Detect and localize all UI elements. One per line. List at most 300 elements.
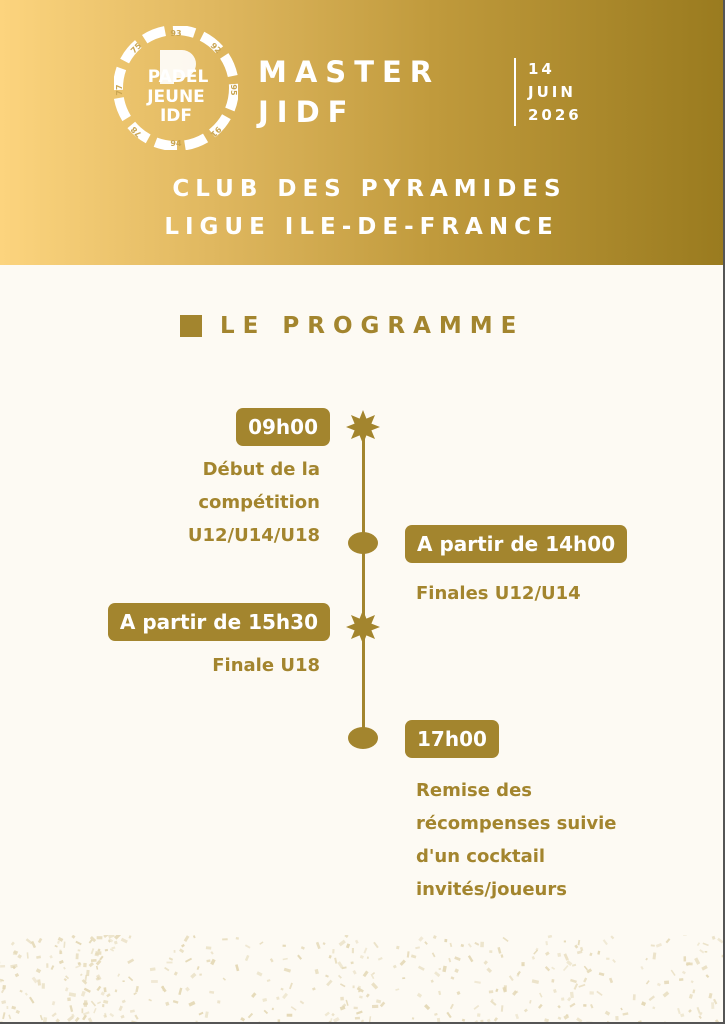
- confetti-speck: [638, 1020, 642, 1024]
- confetti-speck: [103, 1000, 108, 1004]
- timeline-line: [362, 425, 365, 743]
- confetti-speck: [371, 974, 375, 979]
- confetti-speck: [574, 983, 579, 990]
- confetti-speck: [40, 1015, 43, 1021]
- confetti-speck: [501, 954, 504, 958]
- confetti-speck: [605, 1011, 611, 1016]
- confetti-speck: [7, 1006, 9, 1009]
- confetti-speck: [340, 983, 346, 987]
- confetti-speck: [63, 967, 66, 970]
- confetti-speck: [434, 971, 440, 977]
- confetti-speck: [557, 1005, 561, 1009]
- confetti-speck: [323, 942, 326, 945]
- confetti-speck: [43, 1017, 47, 1023]
- confetti-speck: [329, 955, 332, 959]
- confetti-speck: [339, 940, 346, 947]
- confetti-speck: [236, 937, 239, 940]
- logo-ring-number: 78: [129, 124, 144, 139]
- confetti-speck: [127, 958, 134, 964]
- confetti-speck: [312, 987, 316, 990]
- confetti-speck: [81, 991, 86, 997]
- confetti-speck: [36, 968, 41, 973]
- confetti-speck: [483, 960, 487, 965]
- confetti-speck: [494, 1017, 498, 1022]
- confetti-speck: [17, 954, 22, 959]
- confetti-speck: [590, 1004, 593, 1008]
- confetti-speck: [109, 1013, 114, 1017]
- confetti-speck: [344, 935, 348, 938]
- confetti-speck: [280, 988, 283, 991]
- confetti-speck: [88, 1017, 93, 1022]
- confetti-speck: [645, 958, 648, 961]
- confetti-speck: [114, 935, 121, 940]
- confetti-speck: [633, 994, 636, 1000]
- confetti-speck: [407, 951, 410, 957]
- event-description-line: d'un cocktail: [416, 846, 546, 867]
- confetti-speck: [217, 1000, 220, 1003]
- confetti-speck: [188, 1001, 195, 1007]
- confetti-speck: [468, 955, 474, 962]
- confetti-speck: [331, 1013, 335, 1017]
- confetti-speck: [240, 1017, 245, 1022]
- padel-jeune-idf-logo: [114, 26, 238, 150]
- confetti-speck: [96, 960, 102, 966]
- confetti-speck: [651, 944, 655, 946]
- confetti-speck: [682, 971, 686, 975]
- event-description-line: Finales U12/U14: [416, 583, 581, 604]
- confetti-speck: [65, 987, 69, 991]
- event-description-line: compétition: [198, 492, 320, 513]
- logo-ring-number: 75: [129, 41, 144, 56]
- confetti-speck: [134, 1015, 138, 1020]
- confetti-speck: [722, 955, 723, 958]
- confetti-speck: [495, 989, 498, 993]
- confetti-speck: [1, 1000, 6, 1004]
- confetti-speck: [248, 1013, 253, 1019]
- confetti-speck: [480, 942, 484, 948]
- confetti-speck: [596, 991, 602, 996]
- confetti-speck: [437, 1018, 441, 1024]
- confetti-speck: [431, 980, 434, 983]
- confetti-speck: [705, 951, 708, 953]
- confetti-speck: [402, 977, 405, 979]
- confetti-speck: [583, 977, 587, 982]
- confetti-speck: [353, 985, 355, 988]
- confetti-speck: [354, 1007, 358, 1010]
- confetti-speck: [97, 936, 103, 939]
- confetti-speck: [717, 938, 723, 944]
- star-marker-icon: [346, 410, 380, 444]
- confetti-speck: [352, 948, 354, 953]
- confetti-speck: [603, 939, 608, 945]
- confetti-speck: [15, 973, 19, 977]
- confetti-speck: [283, 958, 288, 960]
- confetti-speck: [119, 1006, 123, 1012]
- confetti-speck: [711, 1002, 714, 1009]
- event-description: [212, 649, 320, 682]
- confetti-speck: [606, 958, 609, 960]
- confetti-speck: [461, 944, 465, 947]
- logo-text-line: JEUNE: [147, 87, 205, 107]
- confetti-speck: [355, 940, 359, 944]
- confetti-speck: [393, 965, 397, 969]
- confetti-speck: [51, 965, 55, 970]
- confetti-speck: [63, 942, 65, 948]
- confetti-speck: [708, 993, 712, 999]
- confetti-speck: [521, 962, 524, 966]
- confetti-speck: [566, 960, 572, 966]
- confetti-speck: [589, 991, 593, 994]
- dot-marker-icon: [348, 727, 378, 749]
- confetti-speck: [610, 935, 614, 939]
- confetti-speck: [652, 1006, 655, 1009]
- confetti-speck: [480, 1020, 483, 1023]
- confetti-speck: [663, 991, 670, 997]
- confetti-speck: [256, 971, 262, 976]
- confetti-speck: [91, 959, 97, 962]
- confetti-speck: [372, 1005, 378, 1008]
- confetti-speck: [83, 1003, 88, 1006]
- confetti-speck: [576, 1017, 582, 1023]
- confetti-speck: [649, 995, 655, 1001]
- confetti-speck: [199, 974, 202, 976]
- confetti-speck: [54, 945, 57, 948]
- confetti-speck: [477, 1013, 480, 1017]
- event-date: [528, 58, 582, 127]
- confetti-speck: [688, 1009, 692, 1013]
- logo-ring-number: 92: [208, 41, 223, 56]
- confetti-speck: [148, 999, 151, 1002]
- confetti-speck: [31, 941, 36, 948]
- confetti-speck: [451, 976, 455, 979]
- confetti-speck: [37, 979, 41, 985]
- confetti-speck: [111, 947, 115, 950]
- confetti-speck: [282, 993, 288, 999]
- event-title: [258, 52, 440, 132]
- event-description-line: U12/U14/U18: [187, 525, 320, 546]
- logo-ring-number: 95: [229, 84, 238, 96]
- confetti-speck: [272, 1008, 274, 1010]
- confetti-speck: [551, 979, 554, 983]
- confetti-speck: [400, 960, 406, 966]
- confetti-speck: [83, 1011, 90, 1015]
- confetti-speck: [91, 1001, 96, 1007]
- logo-ring-number: 77: [115, 84, 124, 96]
- confetti-speck: [446, 1012, 451, 1018]
- confetti-speck: [287, 1014, 293, 1017]
- confetti-speck: [210, 959, 216, 965]
- confetti-speck: [55, 1018, 60, 1023]
- confetti-speck: [545, 951, 550, 955]
- confetti-speck: [25, 993, 28, 996]
- confetti-speck: [206, 946, 212, 949]
- confetti-speck: [167, 962, 173, 964]
- confetti-speck: [193, 935, 196, 938]
- confetti-speck: [59, 951, 62, 954]
- confetti-speck: [117, 973, 120, 976]
- confetti-speck: [589, 953, 592, 957]
- confetti-speck: [454, 956, 461, 961]
- confetti-speck: [173, 1000, 179, 1004]
- confetti-speck: [686, 962, 693, 965]
- header-banner: [0, 0, 723, 265]
- confetti-speck: [135, 986, 139, 992]
- confetti-speck: [245, 944, 251, 948]
- confetti-speck: [615, 1016, 618, 1020]
- confetti-speck: [80, 974, 83, 977]
- confetti-speck: [715, 1019, 720, 1024]
- confetti-speck: [32, 977, 38, 984]
- confetti-speck: [69, 992, 76, 997]
- confetti-speck: [691, 980, 694, 983]
- date-day: 14: [528, 60, 555, 78]
- confetti-speck: [185, 987, 190, 992]
- confetti-speck: [151, 980, 158, 983]
- confetti-speck: [697, 942, 700, 946]
- confetti-speck: [128, 976, 133, 981]
- confetti-speck: [52, 1001, 55, 1005]
- confetti-speck: [641, 1001, 646, 1006]
- confetti-speck: [578, 940, 581, 946]
- title-divider: [514, 58, 516, 126]
- confetti-speck: [372, 972, 375, 975]
- event-title-line: MASTER: [258, 55, 441, 89]
- confetti-speck: [91, 948, 95, 954]
- confetti-speck: [359, 996, 363, 999]
- confetti-speck: [486, 967, 492, 973]
- confetti-speck: [666, 938, 671, 943]
- confetti-speck: [222, 938, 228, 940]
- date-month: JUIN: [528, 83, 576, 101]
- confetti-speck: [0, 965, 5, 968]
- confetti-speck: [326, 980, 332, 987]
- confetti-speck: [96, 986, 101, 991]
- confetti-speck: [355, 1017, 360, 1020]
- confetti-speck: [677, 1008, 681, 1014]
- confetti-speck: [671, 970, 676, 976]
- confetti-speck: [210, 951, 213, 955]
- event-description: [416, 774, 617, 906]
- confetti-speck: [29, 997, 34, 1004]
- confetti-speck: [27, 952, 29, 958]
- confetti-speck: [539, 993, 542, 998]
- confetti-speck: [656, 943, 662, 948]
- confetti-speck: [235, 964, 239, 971]
- confetti-speck: [577, 950, 583, 954]
- confetti-speck: [620, 1008, 622, 1011]
- confetti-speck: [115, 989, 118, 992]
- confetti-speck: [291, 1006, 297, 1011]
- confetti-speck: [545, 966, 550, 971]
- confetti-speck: [468, 943, 472, 948]
- event-title-line: JIDF: [258, 95, 356, 129]
- confetti-speck: [529, 1000, 531, 1004]
- confetti-speck: [535, 948, 538, 951]
- confetti-speck: [36, 956, 41, 959]
- confetti-speck: [694, 957, 700, 964]
- confetti-speck: [490, 1000, 496, 1006]
- confetti-speck: [108, 935, 115, 939]
- confetti-speck: [363, 970, 369, 977]
- confetti-speck: [76, 953, 79, 959]
- confetti-speck: [264, 1010, 269, 1014]
- confetti-speck: [532, 979, 539, 984]
- confetti-speck: [679, 978, 683, 981]
- confetti-speck: [82, 1008, 84, 1013]
- confetti-speck: [0, 1021, 3, 1024]
- confetti-speck: [701, 965, 707, 971]
- confetti-speck: [169, 957, 173, 961]
- confetti-speck: [622, 1012, 628, 1015]
- confetti-speck: [334, 958, 337, 964]
- confetti-speck: [57, 941, 60, 944]
- confetti-speck: [448, 958, 451, 963]
- confetti-speck: [472, 1020, 478, 1024]
- confetti-speck: [96, 966, 98, 970]
- confetti-speck: [174, 950, 176, 953]
- confetti-speck: [315, 969, 319, 974]
- confetti-speck: [462, 1019, 465, 1022]
- confetti-speck: [259, 941, 263, 944]
- confetti-speck: [278, 1019, 281, 1022]
- confetti-speck: [553, 989, 557, 993]
- confetti-speck: [474, 942, 479, 946]
- confetti-speck: [432, 952, 436, 957]
- confetti-speck: [501, 1005, 504, 1012]
- confetti-speck: [558, 1016, 562, 1019]
- confetti-speck: [712, 936, 716, 940]
- event-description: [416, 577, 581, 610]
- confetti-speck: [351, 961, 354, 964]
- time-badge: A partir de 14h00: [405, 525, 627, 563]
- confetti-speck: [69, 1005, 73, 1012]
- confetti-speck: [489, 990, 494, 993]
- confetti-speck: [570, 979, 577, 983]
- confetti-speck: [104, 987, 107, 992]
- confetti-speck: [114, 941, 118, 945]
- confetti-speck: [97, 1001, 101, 1004]
- confetti-speck: [16, 1010, 20, 1014]
- confetti-speck: [86, 970, 90, 976]
- logo-ring-number: 91: [208, 124, 223, 139]
- confetti-speck: [133, 992, 137, 995]
- confetti-speck: [612, 959, 616, 963]
- confetti-speck: [415, 946, 420, 949]
- date-year: 2026: [528, 106, 582, 124]
- confetti-speck: [262, 998, 267, 1002]
- confetti-speck: [184, 935, 190, 942]
- confetti-speck: [190, 973, 196, 979]
- confetti-speck: [367, 957, 369, 959]
- confetti-speck: [376, 999, 381, 1003]
- confetti-speck: [578, 984, 585, 988]
- logo-text-line: PADEL: [147, 67, 209, 87]
- confetti-speck: [330, 1018, 333, 1024]
- confetti-speck: [93, 1008, 96, 1013]
- confetti-speck: [2, 985, 6, 989]
- confetti-speck: [71, 935, 75, 939]
- confetti-speck: [412, 1017, 414, 1019]
- confetti-speck: [128, 935, 131, 939]
- confetti-speck: [75, 941, 81, 946]
- confetti-speck: [89, 939, 93, 944]
- confetti-speck: [361, 1019, 364, 1022]
- confetti-speck: [122, 980, 124, 982]
- confetti-speck: [38, 938, 42, 943]
- confetti-speck: [42, 983, 45, 988]
- event-description-line: Début de la: [202, 459, 320, 480]
- confetti-speck: [373, 942, 379, 949]
- confetti-speck: [697, 1007, 701, 1014]
- confetti-speck: [418, 936, 423, 942]
- time-badge: 17h00: [405, 720, 499, 758]
- confetti-speck: [516, 973, 519, 977]
- confetti-speck: [574, 945, 578, 949]
- star-marker-icon: [346, 610, 380, 644]
- confetti-speck: [680, 1013, 684, 1017]
- confetti-speck: [332, 949, 334, 954]
- confetti-speck: [557, 953, 561, 957]
- confetti-speck: [75, 965, 81, 969]
- confetti-speck: [583, 1004, 586, 1007]
- ligue-name: LIGUE ILE-DE-FRANCE: [164, 214, 559, 240]
- confetti-speck: [165, 1002, 169, 1006]
- event-description: [188, 453, 320, 552]
- confetti-speck: [524, 1008, 528, 1012]
- confetti-speck: [692, 989, 695, 993]
- confetti-speck: [538, 1004, 543, 1009]
- confetti-speck: [371, 982, 378, 989]
- club-name: CLUB DES PYRAMIDES: [172, 176, 567, 202]
- confetti-speck: [545, 941, 548, 945]
- confetti-speck: [64, 978, 67, 981]
- confetti-speck: [532, 956, 535, 960]
- confetti-speck: [205, 1011, 209, 1018]
- confetti-speck: [178, 988, 182, 995]
- logo-ring-number: 93: [170, 29, 182, 38]
- confetti-speck: [301, 946, 305, 950]
- confetti-speck: [418, 966, 425, 971]
- confetti-speck: [487, 1019, 491, 1023]
- confetti-speck: [223, 978, 226, 981]
- confetti-speck: [369, 1016, 371, 1023]
- confetti-speck: [325, 1012, 330, 1017]
- confetti-speck: [689, 994, 693, 999]
- confetti-speck: [353, 970, 357, 975]
- confetti-speck: [454, 968, 459, 973]
- confetti-speck: [197, 966, 200, 970]
- programme-heading: [180, 313, 524, 339]
- confetti-speck: [548, 935, 553, 938]
- confetti-speck: [664, 981, 669, 985]
- confetti-speck: [67, 997, 71, 1001]
- confetti-speck: [684, 956, 687, 961]
- confetti-speck: [450, 943, 453, 947]
- confetti-speck: [609, 978, 613, 984]
- confetti-speck: [564, 953, 569, 960]
- confetti-speck: [424, 941, 428, 945]
- confetti-speck: [366, 993, 370, 997]
- confetti-speck: [653, 952, 657, 959]
- programme-heading-text: LE PROGRAMME: [220, 313, 525, 339]
- confetti-speck: [569, 1003, 575, 1008]
- confetti-speck: [358, 990, 360, 992]
- square-bullet-icon: [180, 315, 202, 337]
- confetti-speck: [270, 958, 274, 962]
- confetti-speck: [703, 943, 709, 947]
- dot-marker-icon: [348, 532, 378, 554]
- event-description-line: invités/joueurs: [416, 879, 567, 900]
